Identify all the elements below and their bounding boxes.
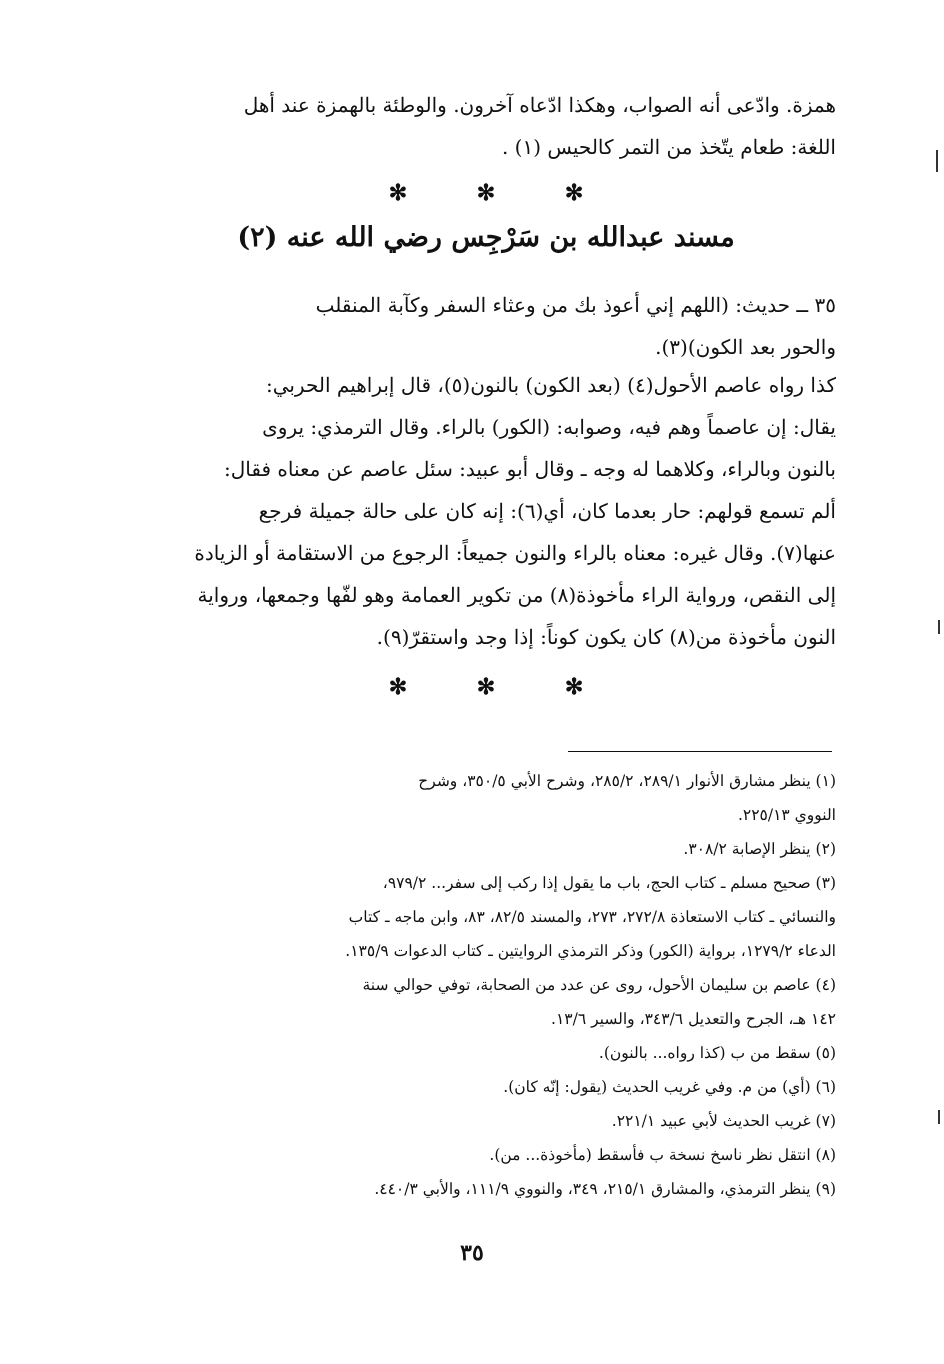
footnote-line: الدعاء ١٢٧٩/٢، برواية (الكور) وذكر الترمذي الروايتين ـ كتاب الدعوات ١٣٥/٩. [345, 942, 836, 960]
footnote-line: (٣) صحيح مسلم ـ كتاب الحج، باب ما يقول إذا ركب إلى سفر... ٩٧٩/٢، [382, 874, 836, 892]
commentary-paragraph [136, 364, 836, 658]
text-line: إلى النقص، ورواية الراء مأخوذة(٨) من تكوير العمامة وهو لفّها وجمعها، ورواية [197, 583, 836, 607]
scan-edge-mark [938, 1110, 940, 1124]
section-separator-top: ✻ ✻ ✻ [388, 180, 584, 206]
footnote-line: (٧) غريب الحديث لأبي عبيد ٢٢١/١. [611, 1112, 836, 1130]
text-line: همزة. وادّعى أنه الصواب، وهكذا ادّعاه آخرون. والوطئة بالهمزة عند أهل [243, 93, 836, 117]
top-paragraph [136, 84, 836, 168]
scan-edge-mark [938, 620, 940, 634]
footnote-divider [568, 751, 832, 752]
footnote-line: (٩) ينظر الترمذي، والمشارق ٢١٥/١، ٣٤٩، والنووي ١١١/٩، والأبي ٤٤٠/٣. [374, 1180, 836, 1198]
page-number: ٣٥ [460, 1240, 484, 1266]
footnote-line: والنسائي ـ كتاب الاستعاذة ٢٧٢/٨، ٢٧٣، والمسند ٨٢/٥، ٨٣، وابن ماجه ـ كتاب [348, 908, 836, 926]
section-heading: مسند عبدالله بن سَرْجِس رضي الله عنه (٢) [237, 222, 735, 253]
text-line: يقال: إن عاصماً وهم فيه، وصوابه: (الكور) بالراء. وقال الترمذي: يروى [262, 415, 836, 439]
footnote-line: (٥) سقط من ب (كذا رواه... بالنون). [598, 1044, 836, 1062]
text-line: عنها(٧). وقال غيره: معناه بالراء والنون جميعاً: الرجوع من الاستقامة أو الزيادة [194, 541, 836, 565]
footnote-line: النووي ٢٢٥/١٣. [737, 806, 836, 824]
footnote-line: (٦) (أي) من م. وفي غريب الحديث (يقول: إنّه كان). [503, 1078, 836, 1096]
scan-edge-mark [936, 150, 938, 172]
text-line: كذا رواه عاصم الأحول(٤) (بعد الكون) بالنون(٥)، قال إبراهيم الحربي: [265, 373, 836, 397]
hadith-paragraph [136, 284, 836, 368]
text-line: بالنون وبالراء، وكلاهما له وجه ـ وقال أبو عبيد: سئل عاصم عن معناه فقال: [223, 457, 836, 481]
text-line: ألم تسمع قولهم: حار بعدما كان، أي(٦): إنه كان على حالة جميلة فرجع [258, 499, 836, 523]
footnote-line: ١٤٢ هـ، الجرح والتعديل ٣٤٣/٦، والسير ١٣/٦. [551, 1010, 836, 1028]
footnote-line: (٨) انتقل نظر ناسخ نسخة ب فأسقط (مأخوذة... من). [489, 1146, 836, 1164]
footnote-line: (٤) عاصم بن سليمان الأحول، روى عن عدد من الصحابة، توفي حوالي سنة [362, 976, 836, 994]
text-line: اللغة: طعام يتّخذ من التمر كالحيس (١) . [501, 135, 836, 159]
footnote-line: (١) ينظر مشارق الأنوار ٢٨٩/١، ٢٨٥/٢، وشرح الأبي ٣٥٠/٥، وشرح [418, 772, 836, 790]
text-line: ٣٥ ــ حديث: (اللهم إني أعوذ بك من وعثاء السفر وكآبة المنقلب [315, 293, 836, 317]
text-line: النون مأخوذة من(٨) كان يكون كوناً: إذا وجد واستقرّ(٩). [376, 625, 836, 649]
section-separator-bottom: ✻ ✻ ✻ [388, 674, 584, 700]
footnotes [136, 764, 836, 1206]
footnote-line: (٢) ينظر الإصابة ٣٠٨/٢. [683, 840, 836, 858]
text-line: والحور بعد الكون)(٣). [655, 335, 836, 359]
